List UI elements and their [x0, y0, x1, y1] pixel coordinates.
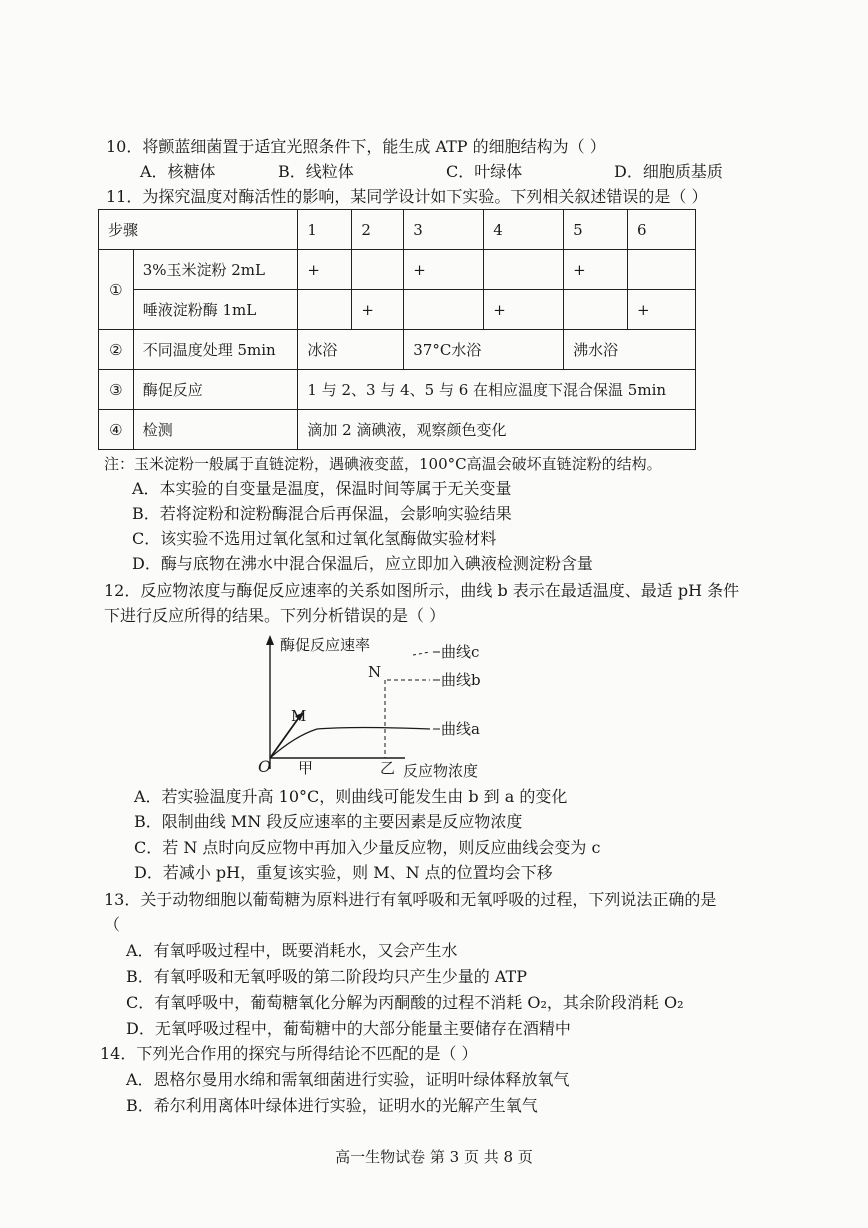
step-number-4: ④: [99, 410, 134, 450]
figure-ylabel: 酶促反应速率: [280, 636, 371, 654]
cell: +: [404, 250, 484, 290]
label-curve-b: 曲线b: [441, 671, 481, 689]
row-label-temperature: 不同温度处理 5min: [133, 330, 298, 370]
point-m-label: M: [291, 707, 307, 725]
header-col-5: 5: [564, 210, 628, 250]
cell-ice-bath: 冰浴: [298, 330, 404, 370]
q13-option-a: A．有氧呼吸过程中，既要消耗水，又会产生水: [126, 941, 458, 960]
q11-option-d: D．酶与底物在沸水中混合保温后，应立即加入碘液检测淀粉含量: [132, 554, 593, 573]
label-curve-c: 曲线c: [441, 643, 480, 661]
tick-yi-label: 乙: [380, 759, 396, 777]
q12-option-d: D．若减小 pH，重复该实验，则 M、N 点的位置均会下移: [134, 863, 553, 882]
cell-reaction-text: 1 与 2、3 与 4、5 与 6 在相应温度下混合保温 5min: [298, 370, 696, 410]
q14-option-b: B．希尔利用离体叶绿体进行实验，证明水的光解产生氧气: [126, 1096, 538, 1115]
table-row: [99, 290, 696, 330]
q12-stem-line-1: 12．反应物浓度与酶促反应速率的关系如图所示，曲线 b 表示在最适温度、最适 pH 条件: [104, 581, 740, 600]
cell: +: [628, 290, 696, 330]
q12-stem-line-2: 下进行反应所得的结果。下列分析错误的是（ ）: [104, 606, 446, 625]
header-col-6: 6: [628, 210, 696, 250]
q12-option-a: A．若实验温度升高 10°C，则曲线可能发生由 b 到 a 的变化: [134, 787, 568, 806]
row-label-starch: 3%玉米淀粉 2mL: [133, 250, 298, 290]
header-step: 步骤: [99, 210, 298, 250]
q13-stem-tail: （: [104, 915, 121, 934]
cell: [484, 250, 564, 290]
header-col-1: 1: [298, 210, 352, 250]
q11-option-c: C．该实验不选用过氧化氢和过氧化氢酶做实验材料: [132, 529, 497, 548]
point-n-label: N: [368, 663, 382, 681]
cell: +: [564, 250, 628, 290]
q13-option-b: B．有氧呼吸和无氧呼吸的第二阶段均只产生少量的 ATP: [126, 967, 527, 986]
q13-option-c: C．有氧呼吸中，葡萄糖氧化分解为丙酮酸的过程不消耗 O₂，其余阶段消耗 O₂: [126, 993, 684, 1012]
step-number-1: ①: [99, 250, 134, 330]
cell: [564, 290, 628, 330]
q12-enzyme-rate-figure: [255, 632, 515, 782]
q11-stem: 11．为探究温度对酶活性的影响，某同学设计如下实验。下列相关叙述错误的是（ ）: [106, 187, 708, 206]
q14-stem: 14．下列光合作用的探究与所得结论不匹配的是（ ）: [100, 1044, 478, 1063]
cell: [628, 250, 696, 290]
q10-option-c: C．叶绿体: [446, 162, 523, 181]
q12-option-c: C．若 N 点时向反应物中再加入少量反应物，则反应曲线会变为 c: [134, 838, 601, 857]
origin-label: O: [258, 757, 272, 776]
table-row: [99, 410, 696, 450]
cell: [298, 290, 352, 330]
cell: +: [298, 250, 352, 290]
q12-option-b: B．限制曲线 MN 段反应速率的主要因素是反应物浓度: [134, 812, 523, 831]
row-label-amylase: 唾液淀粉酶 1mL: [133, 290, 298, 330]
figure-xlabel: 反应物浓度: [403, 762, 479, 780]
q10-option-a: A．核糖体: [140, 162, 216, 181]
header-col-3: 3: [404, 210, 484, 250]
q10-option-d: D．细胞质基质: [614, 162, 723, 181]
q13-stem: 13．关于动物细胞以葡萄糖为原料进行有氧呼吸和无氧呼吸的过程，下列说法正确的是: [104, 890, 717, 909]
cell-detection-text: 滴加 2 滴碘液，观察颜色变化: [298, 410, 696, 450]
q10-stem: 10．将颤蓝细菌置于适宜光照条件下，能生成 ATP 的细胞结构为（ ）: [106, 137, 606, 156]
page-footer: 高一生物试卷 第 3 页 共 8 页: [335, 1148, 533, 1166]
q11-experiment-table: [98, 209, 696, 450]
step-number-3: ③: [99, 370, 134, 410]
header-col-2: 2: [352, 210, 404, 250]
y-axis-arrow-icon: [266, 635, 274, 645]
step-number-2: ②: [99, 330, 134, 370]
cell: +: [484, 290, 564, 330]
row-label-reaction: 酶促反应: [133, 370, 298, 410]
cell-37-water-bath: 37°C水浴: [404, 330, 564, 370]
row-label-detection: 检测: [133, 410, 298, 450]
table-row: [99, 330, 696, 370]
q14-option-a: A．恩格尔曼用水绵和需氧细菌进行实验，证明叶绿体释放氧气: [126, 1070, 570, 1089]
q11-option-b: B．若将淀粉和淀粉酶混合后再保温，会影响实验结果: [132, 504, 512, 523]
q11-note: 注：玉米淀粉一般属于直链淀粉，遇碘液变蓝，100°C高温会破坏直链淀粉的结构。: [104, 455, 662, 473]
q11-option-a: A．本实验的自变量是温度，保温时间等属于无关变量: [132, 479, 512, 498]
cell: [404, 290, 484, 330]
q13-option-d: D．无氧呼吸过程中，葡萄糖中的大部分能量主要储存在酒精中: [126, 1019, 571, 1038]
q10-option-b: B．线粒体: [278, 162, 354, 181]
curve-a: [270, 728, 430, 759]
cell: [352, 250, 404, 290]
curve-c-dashed: [413, 652, 430, 655]
table-row: [99, 250, 696, 290]
table-header-row: [99, 210, 696, 250]
table-row: [99, 370, 696, 410]
tick-jia-label: 甲: [298, 759, 314, 777]
cell: +: [352, 290, 404, 330]
label-curve-a: 曲线a: [441, 720, 480, 738]
cell-boiling-bath: 沸水浴: [564, 330, 696, 370]
header-col-4: 4: [484, 210, 564, 250]
